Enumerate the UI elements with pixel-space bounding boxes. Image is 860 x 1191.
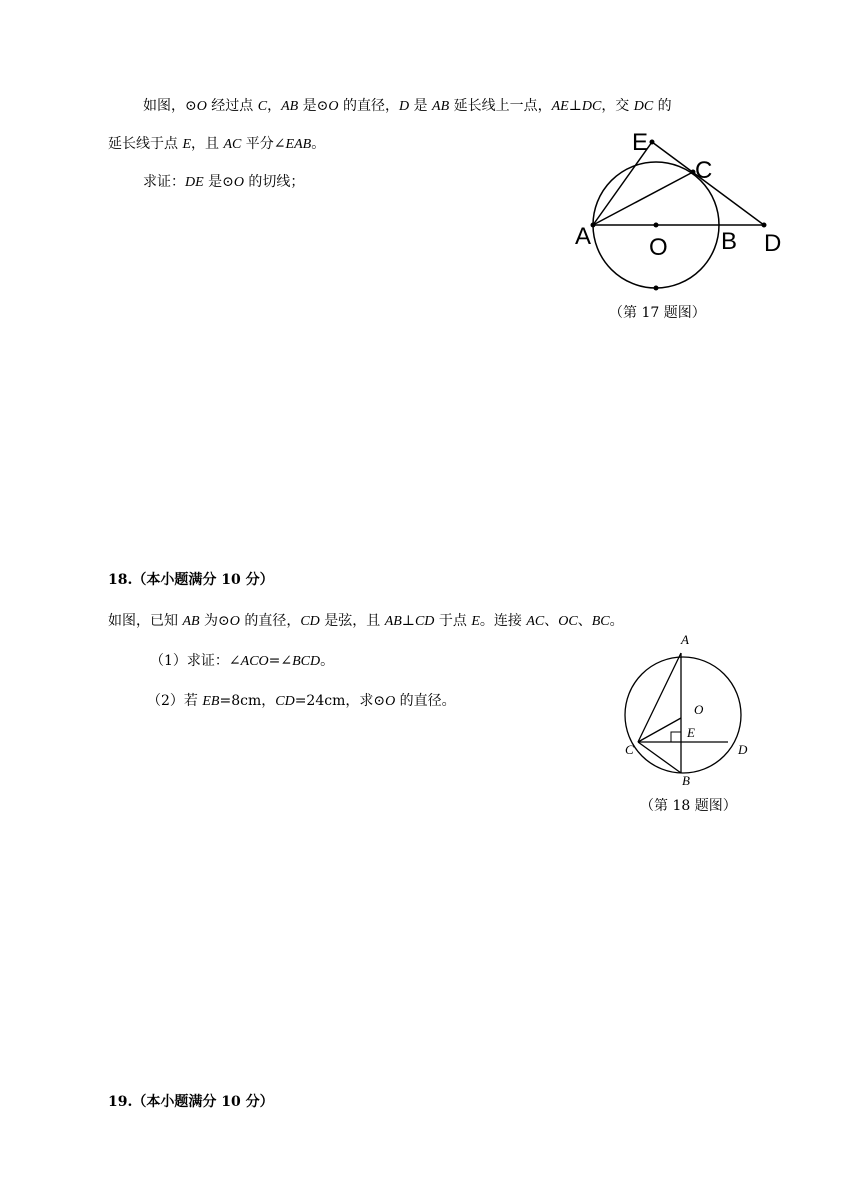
q18-label-e: E: [687, 725, 695, 740]
q18-label-d: D: [738, 742, 748, 757]
q19-heading: 19.（本小题满分 10 分）: [108, 1094, 274, 1110]
q17-figure-caption: （第 17 题图）: [609, 305, 706, 321]
q17-point-o: [654, 223, 659, 228]
q17-line-3: 求证：DE 是⊙O 的切线；: [143, 174, 305, 190]
q17-line-ac: [593, 172, 693, 225]
q17-figure: [560, 120, 800, 300]
q18-label-a: A: [681, 632, 689, 647]
q18-label-b: B: [682, 773, 690, 788]
q17-label-a: A: [575, 223, 592, 250]
q17-point-a: [591, 223, 596, 228]
q17-label-o: O: [649, 234, 668, 261]
q17-point-d: [762, 223, 767, 228]
q18-line-ca: [638, 653, 681, 742]
q18-heading: 18.（本小题满分 10 分）: [108, 572, 274, 588]
q18-label-c: C: [625, 742, 634, 757]
q18-figure-caption: （第 18 题图）: [640, 798, 737, 814]
q18-part-1: （1）求证：∠ACO=∠BCD。: [150, 653, 335, 669]
q18-right-angle-mark: [671, 732, 681, 742]
q18-figure: [610, 628, 760, 793]
q17-label-d: D: [764, 230, 782, 257]
q17-label-e: E: [632, 129, 649, 156]
q18-label-o: O: [694, 702, 704, 717]
q18-circle: [625, 657, 741, 773]
q17-point-bottom: [654, 286, 659, 291]
q18-intro: 如图，已知 AB 为⊙O 的直径，CD 是弦，且 AB⊥CD 于点 E。连接 AC、OC、BC。: [108, 613, 624, 629]
q17-line-1: 如图，⊙O 经过点 C，AB 是⊙O 的直径，D 是 AB 延长线上一点，AE⊥DC，交 DC 的: [143, 98, 672, 114]
q18-part-2: （2）若 EB=8cm，CD=24cm，求⊙O 的直径。: [147, 693, 456, 709]
q17-label-b: B: [721, 228, 738, 255]
q17-line-2: 延长线于点 E，且 AC 平分∠EAB。: [108, 136, 326, 152]
q17-label-c: C: [695, 157, 713, 184]
q17-point-e: [650, 140, 655, 145]
